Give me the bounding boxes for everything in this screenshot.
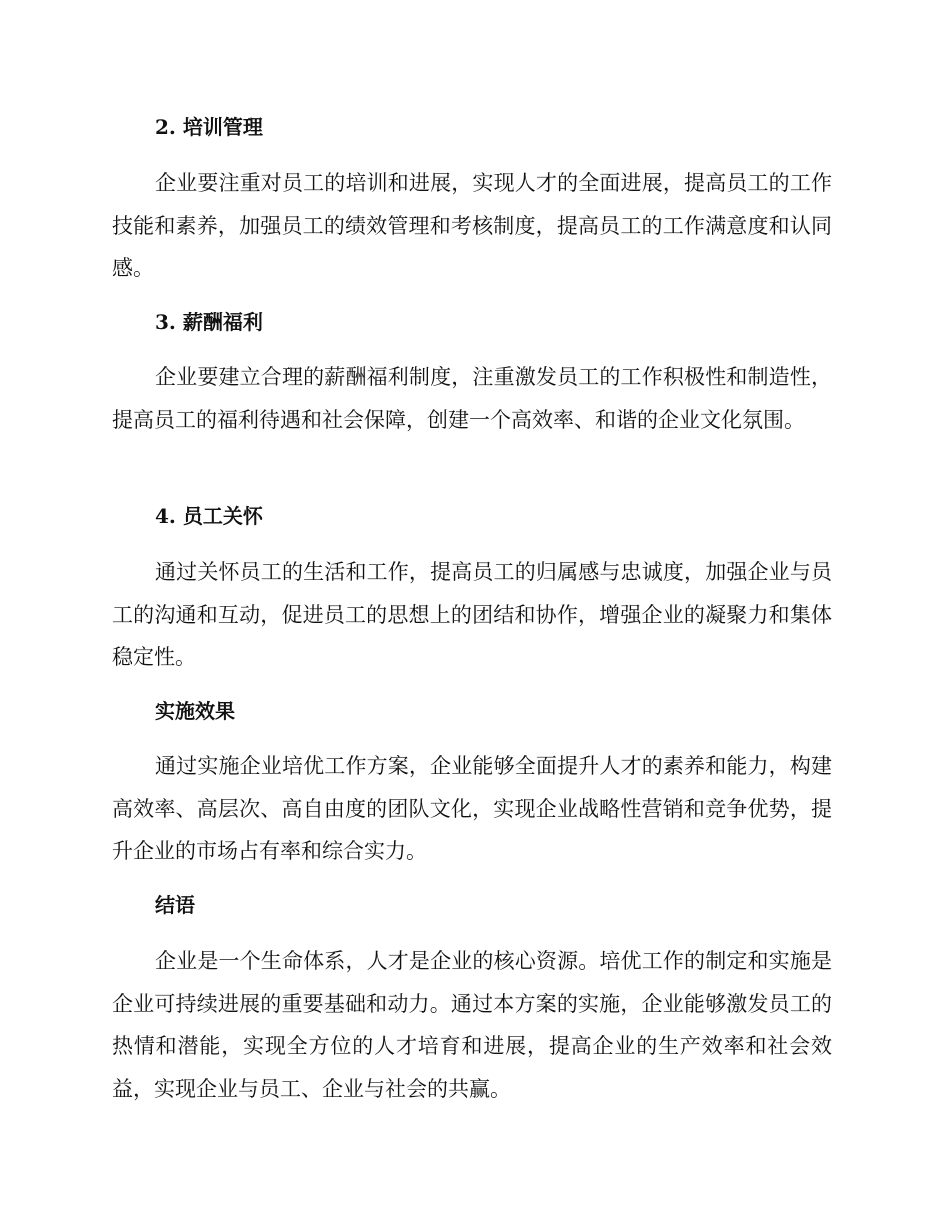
section-body-compensation: 企业要建立合理的薪酬福利制度，注重激发员工的工作积极性和制造性，提高员工的福利待遇和社会保障，创建一个高效率、和谐的企业文化氛围。 [112,365,832,432]
section-body-results: 通过实施企业培优工作方案，企业能够全面提升人才的素养和能力，构建高效率、高层次、高自由度的团队文化，实现企业战略性营销和竞争优势，提升企业的市场占有率和综合实力。 [112,754,832,863]
section-body-employee-care: 通过关怀员工的生活和工作，提高员工的归属感与忠诚度，加强企业与员工的沟通和互动，促进员工的思想上的团结和协作，增强企业的凝聚力和集体稳定性。 [112,560,832,669]
section-body-conclusion: 企业是一个生命体系，人才是企业的核心资源。培优工作的制定和实施是企业可持续进展的重要基础和动力。通过本方案的实施，企业能够激发员工的热情和潜能，实现全方位的人才培育和进展，提高企业的生产效率和社会效益，实现企业与员工、企业与社会的共赢。 [112,949,832,1101]
section-heading-results: 实施效果 [155,699,235,723]
section-heading-compensation: 3. 薪酬福利 [155,310,263,334]
section-heading-employee-care: 4. 员工关怀 [155,504,263,528]
section-body-training: 企业要注重对员工的培训和进展，实现人才的全面进展，提高员工的工作技能和素养，加强员工的绩效管理和考核制度，提高员工的工作满意度和认同感。 [112,171,832,280]
section-heading-training: 2. 培训管理 [155,115,263,139]
section-heading-conclusion: 结语 [155,893,195,917]
